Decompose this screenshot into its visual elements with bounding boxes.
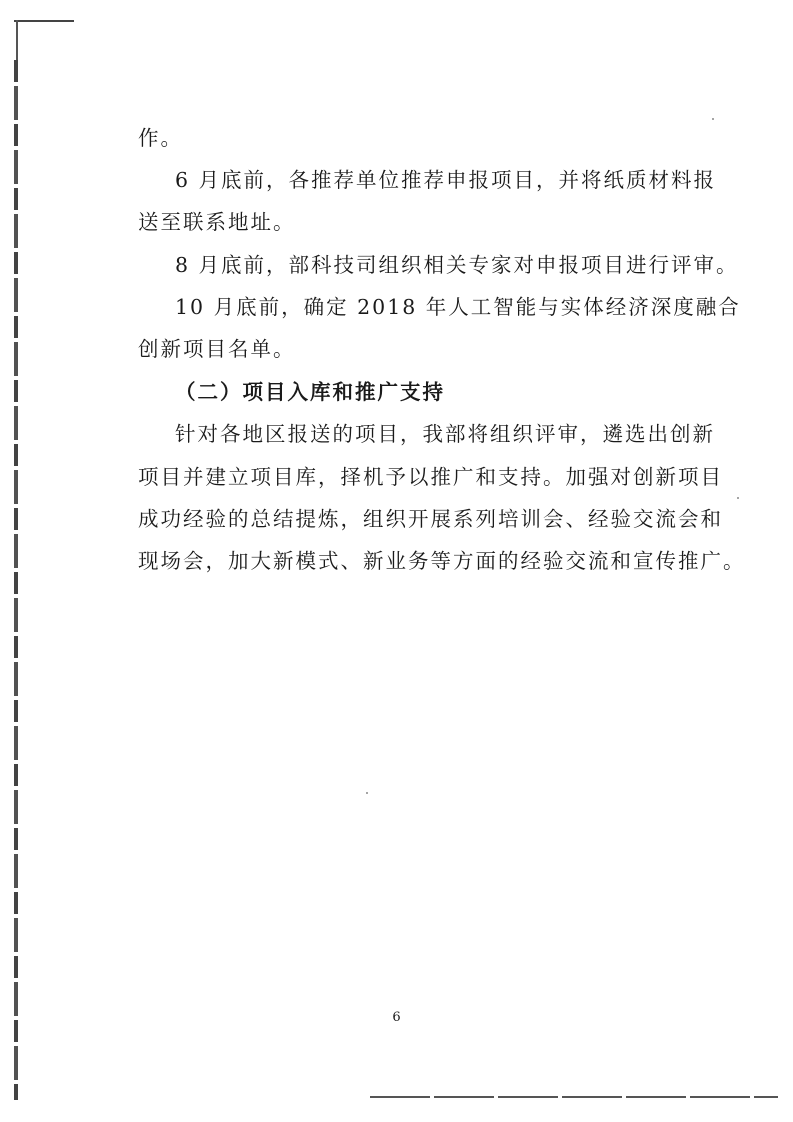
body-line: 送至联系地址。 <box>138 210 296 234</box>
body-line: 8 月底前，部科技司组织相关专家对申报项目进行评审。 <box>175 253 739 277</box>
body-line: 创新项目名单。 <box>138 337 296 361</box>
page-number: 6 <box>392 1010 401 1025</box>
scan-speck <box>712 118 714 120</box>
body-line: 作。 <box>138 126 183 150</box>
scan-border-bottom <box>370 1096 778 1098</box>
body-line: 成功经验的总结提炼，组织开展系列培训会、经验交流会和 <box>138 507 723 531</box>
body-line: 10 月底前，确定 2018 年人工智能与实体经济深度融合 <box>175 295 741 319</box>
scan-speck <box>737 497 739 499</box>
scan-speck <box>366 792 368 794</box>
body-line: 6 月底前，各推荐单位推荐申报项目，并将纸质材料报 <box>175 168 717 192</box>
scan-border-left <box>14 60 18 1100</box>
body-line: 项目并建立项目库，择机予以推广和支持。加强对创新项目 <box>138 465 723 489</box>
scan-border-top <box>14 20 74 22</box>
section-heading: （二）项目入库和推广支持 <box>175 380 445 404</box>
body-line: 现场会，加大新模式、新业务等方面的经验交流和宣传推广。 <box>138 549 746 573</box>
body-line: 针对各地区报送的项目，我部将组织评审，遴选出创新 <box>175 422 715 446</box>
scan-border-corner <box>16 20 18 60</box>
